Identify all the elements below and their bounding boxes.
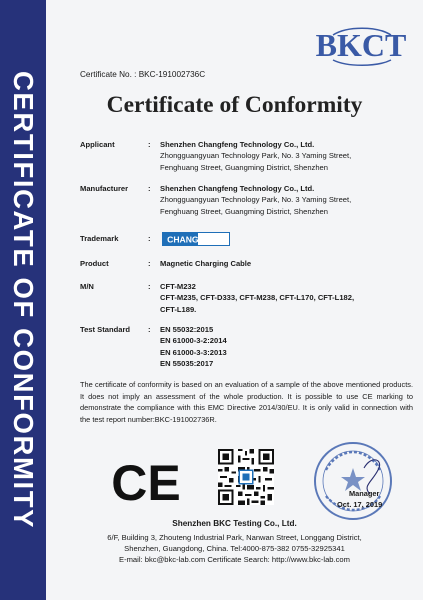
model-number-line: CFT-M235, CFT-D333, CFT-M238, CFT-L170, CFT-L182, xyxy=(160,293,355,303)
manufacturer-address-1: Zhongguangyuan Technology Park, No. 3 Yaming Street, xyxy=(160,195,352,205)
applicant-label: Applicant xyxy=(80,140,115,149)
issuer-name: Shenzhen BKC Testing Co., Ltd. xyxy=(172,519,297,528)
signatory-title: Manager xyxy=(349,489,380,498)
model-number-value xyxy=(160,281,423,315)
colon: : xyxy=(148,282,151,291)
standard-item: EN 55035:2017 xyxy=(160,359,214,369)
bkc-logo-text: BKCT xyxy=(315,27,407,63)
product-value: Magnetic Charging Cable xyxy=(160,259,252,268)
colon: : xyxy=(148,325,151,334)
standard-item: EN 61000-3-2:2014 xyxy=(160,336,227,346)
company-seal xyxy=(312,440,394,522)
manufacturer-name: Shenzhen Changfeng Technology Co., Ltd. xyxy=(160,184,315,193)
colon: : xyxy=(148,184,151,193)
colon: : xyxy=(148,259,151,268)
issuer-contact: E-mail: bkc@bkc-lab.com Certificate Search: http://www.bkc-lab.com xyxy=(119,555,350,564)
trademark-logo xyxy=(162,232,230,246)
bkc-logo xyxy=(313,22,409,68)
test-standard-label: Test Standard xyxy=(80,325,131,334)
model-number-line: CFT-M232 xyxy=(160,282,196,291)
conformity-statement: The certificate of conformity is based on an evaluation of a sample of the above mentioned products. It does not imply an assessment of the whole production. It is possible to use CE marking to demonstrate the compliance with this EMC Directive 2014/30/EU. It is only valid in connection with the test report number:BKC-191002736R. xyxy=(80,380,413,424)
trademark-label: Trademark xyxy=(80,234,119,243)
certificate-content xyxy=(46,0,423,600)
applicant-address-1: Zhongguangyuan Technology Park, No. 3 Yaming Street, xyxy=(160,151,352,161)
ce-mark-text: CE xyxy=(111,456,181,506)
certificate-number: Certificate No. : BKC-191002736C xyxy=(80,70,206,79)
page-title: Certificate of Conformity xyxy=(106,92,363,118)
manufacturer-address-2: Fenghuang Street, Guangming District, Shenzhen xyxy=(160,206,329,216)
signature-date: Oct. 17, 2019 xyxy=(337,500,383,509)
applicant-name: Shenzhen Changfeng Technology Co., Ltd. xyxy=(160,140,315,149)
model-number-label: M/N xyxy=(80,282,94,291)
ce-mark xyxy=(106,456,186,506)
standard-item: EN 61000-3-3:2013 xyxy=(160,347,227,357)
side-band xyxy=(0,0,46,600)
colon: : xyxy=(148,140,151,149)
model-number-line: CFT-L189. xyxy=(160,304,197,314)
applicant-address-2: Fenghuang Street, Guangming District, Shenzhen xyxy=(160,162,329,172)
manufacturer-label: Manufacturer xyxy=(80,184,129,193)
issuer-address-2: Shenzhen, Guangdong, China. Tel:4000-875-382 0755-32925341 xyxy=(124,544,345,553)
issuer-address-1: 6/F, Building 3, Zhouteng Industrial Park, Nanwan Street, Longgang District, xyxy=(107,533,362,542)
colon: : xyxy=(148,234,151,243)
product-label: Product xyxy=(80,259,109,268)
standard-item: EN 55032:2015 xyxy=(160,325,214,334)
side-band-text: CERTIFICATE OF CONFORMITY xyxy=(8,70,39,530)
qr-code xyxy=(218,449,274,505)
trademark-logo-text: CHANG FENG xyxy=(167,234,225,245)
test-standard-value xyxy=(160,324,423,370)
applicant-value xyxy=(160,139,423,173)
manufacturer-value xyxy=(160,183,423,217)
